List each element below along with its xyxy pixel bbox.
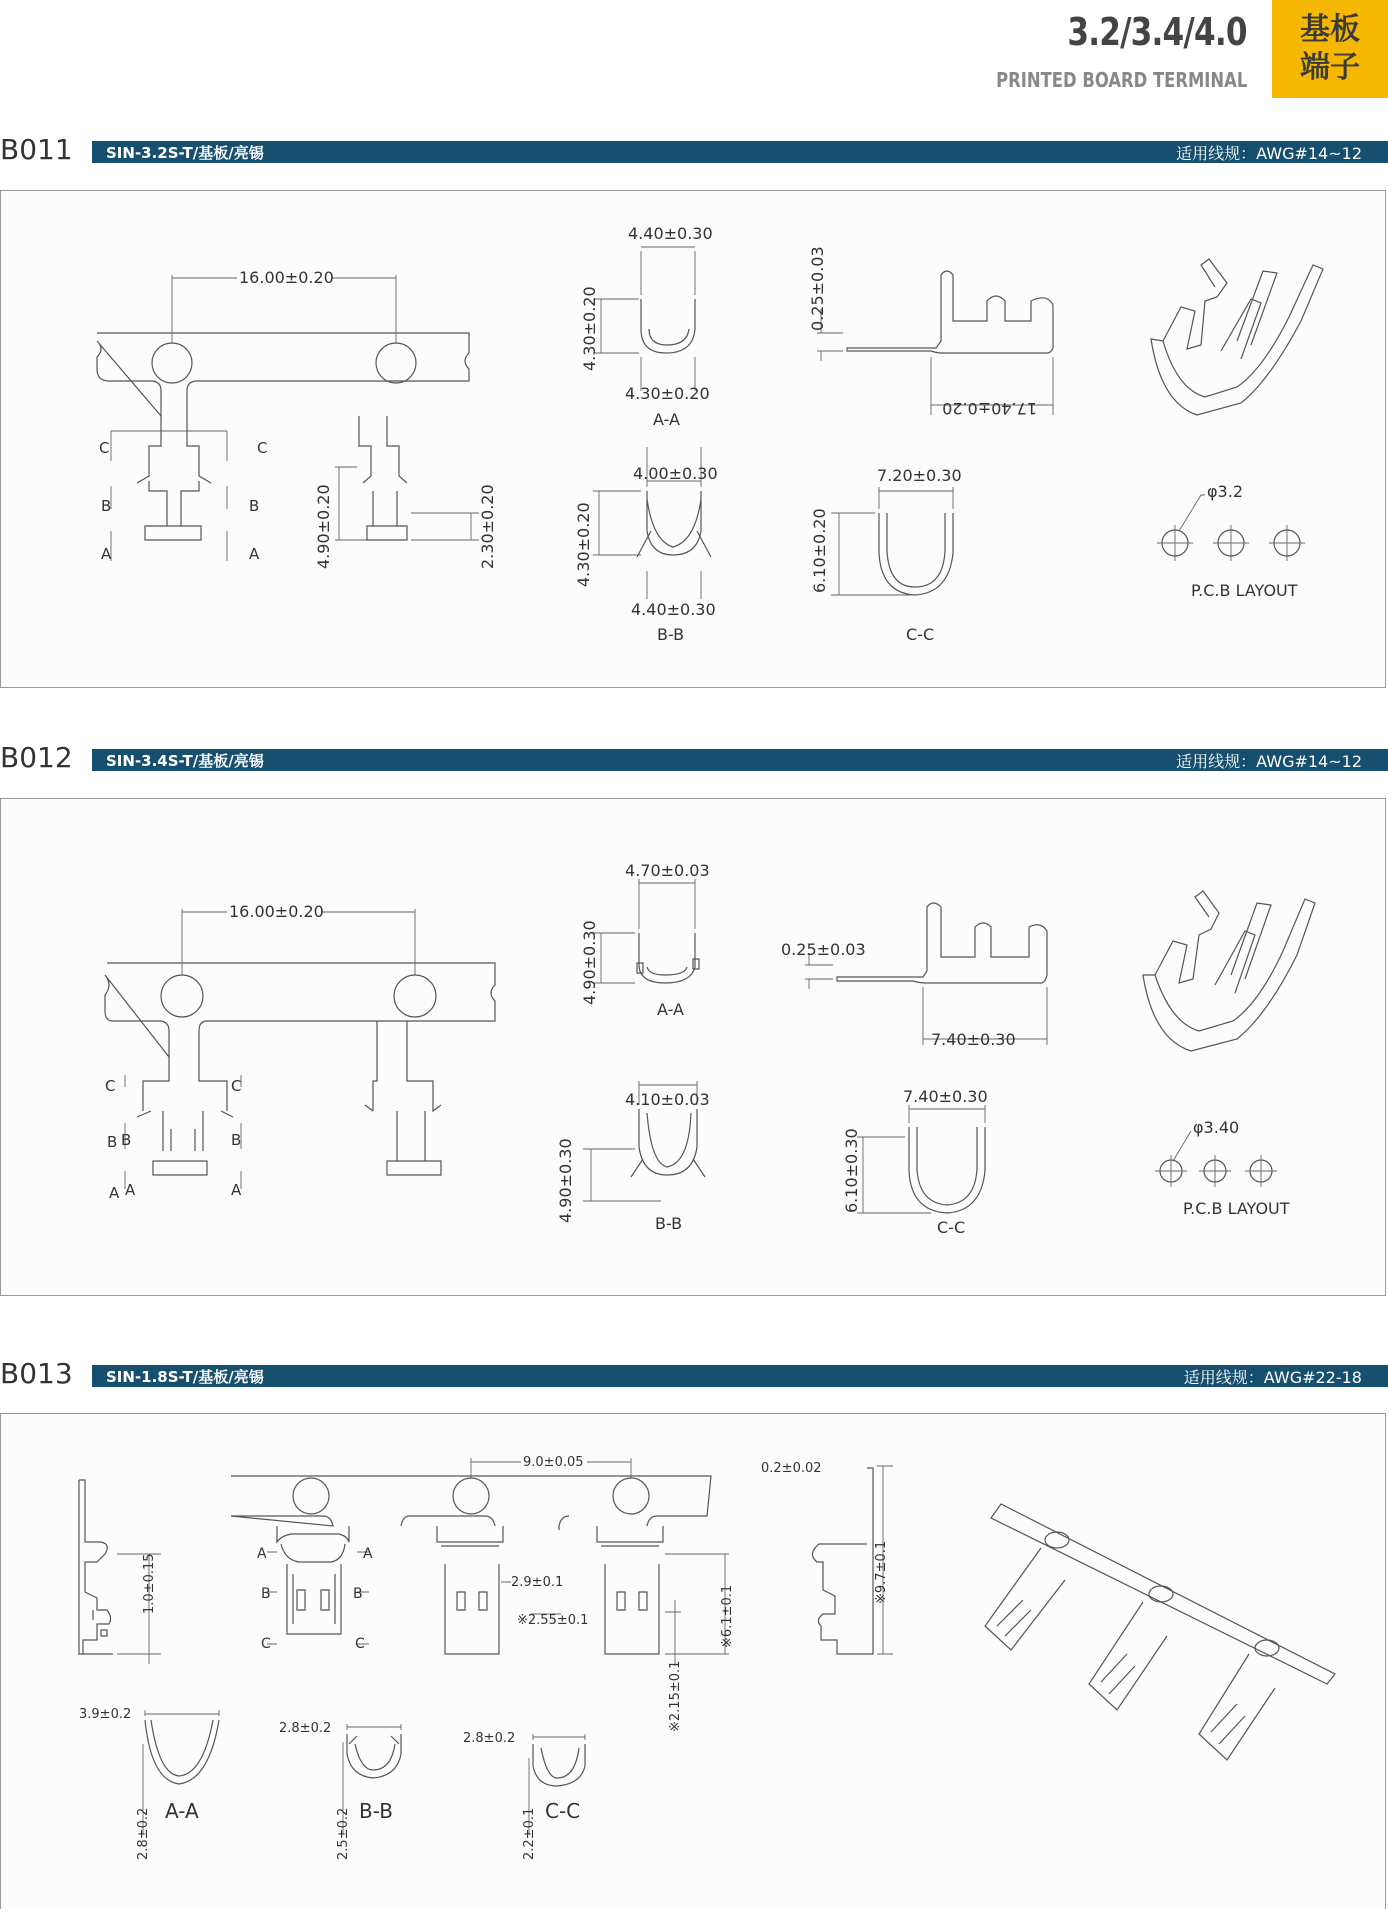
dim-bb-height: 4.30±0.20	[574, 502, 593, 587]
dim-width-2: ※2.55±0.1	[517, 1613, 589, 1628]
dim-length: 17.40±0.20	[942, 399, 1037, 418]
terminal-3d-view	[985, 1504, 1335, 1760]
dim-thickness: 0.25±0.03	[781, 940, 866, 959]
section-label-b-left: B	[107, 1133, 118, 1151]
terminal-3d-view	[1143, 891, 1315, 1051]
dim-pitch: 16.00±0.20	[229, 902, 324, 921]
dim-cc-top: 2.8±0.2	[463, 1731, 516, 1746]
label-cc: C-C	[545, 1799, 581, 1823]
pcb-layout-drawing	[1157, 495, 1305, 561]
dim-cc-top: 7.40±0.30	[903, 1087, 988, 1106]
label-cc: C-C	[937, 1218, 966, 1237]
section-label-c-left: C	[105, 1077, 116, 1095]
label-bb: B-B	[655, 1214, 683, 1233]
drawing-panel-b013	[0, 1413, 1386, 1909]
drawing-panel-b012	[0, 798, 1386, 1296]
dim-height-1: 4.90±0.20	[314, 484, 333, 569]
label-aa: A-A	[657, 1000, 684, 1019]
pcb-hole-diameter: φ3.2	[1207, 482, 1243, 501]
technical-drawing	[1, 191, 1387, 689]
dim-height-61: ※6.1±0.1	[720, 1584, 735, 1648]
dim-aa-height: 4.90±0.30	[580, 920, 599, 1005]
badge-line-1: 基板	[1300, 12, 1360, 47]
label-cc: C-C	[906, 625, 935, 644]
wire-gauge: 适用线规：AWG#14~12	[1176, 143, 1362, 163]
badge-line-2: 端子	[1300, 50, 1360, 85]
section-label-b-right: B	[249, 497, 260, 515]
dim-bb-height: 2.5±0.2	[336, 1807, 351, 1860]
dim-side-height: 1.0±0.15	[142, 1553, 157, 1614]
dim-height-2: 2.30±0.20	[478, 484, 497, 569]
carrier-strip-drawing	[97, 333, 469, 561]
part-number: SIN-3.4S-T/基板/亮锡	[106, 751, 264, 770]
section-band	[92, 1365, 1388, 1387]
dim-cc-height: 6.10±0.20	[810, 508, 829, 593]
category-badge	[1272, 0, 1388, 98]
section-code: B011	[0, 133, 73, 166]
dim-pitch: 9.0±0.05	[523, 1455, 584, 1470]
dim-aa-height: 4.30±0.20	[580, 286, 599, 371]
section-code: B013	[0, 1357, 73, 1390]
dim-bb-height: 4.90±0.30	[556, 1138, 575, 1223]
dim-bb-bottom: 4.40±0.30	[631, 600, 716, 619]
section-label-b-left: B	[261, 1586, 271, 1602]
carrier-strip-drawing	[231, 1458, 729, 1666]
dim-aa-top: 3.9±0.2	[79, 1707, 132, 1722]
section-label-a-right: A	[231, 1181, 242, 1199]
section-label-b-left: B	[101, 497, 112, 515]
dim-cc-height: 2.2±0.1	[522, 1807, 537, 1860]
dim-aa-bottom: 4.30±0.20	[625, 384, 710, 403]
dim-aa-top: 4.70±0.03	[625, 861, 710, 880]
section-label-a-right: A	[249, 545, 260, 563]
section-band	[92, 141, 1388, 163]
wire-gauge: 适用线规：AWG#14~12	[1176, 751, 1362, 771]
dim-height-215: ※2.15±0.1	[668, 1660, 683, 1732]
section-label-b-right: B	[353, 1586, 363, 1602]
section-label-a-right: A	[363, 1546, 373, 1562]
section-label-a-left: A	[257, 1546, 267, 1562]
label-bb: B-B	[657, 625, 685, 644]
carrier-strip-drawing	[105, 963, 495, 1189]
section-label-c-left: C	[99, 439, 110, 457]
dim-height-97: ※9.7±0.1	[874, 1540, 889, 1604]
pcb-hole-diameter: φ3.40	[1193, 1118, 1240, 1137]
section-code: B012	[0, 741, 73, 774]
pcb-layout-drawing	[1155, 1131, 1277, 1187]
dim-cc-top: 7.20±0.30	[877, 466, 962, 485]
page-subtitle: PRINTED BOARD TERMINAL	[995, 68, 1247, 92]
drawing-panel-b011	[0, 190, 1386, 688]
technical-drawing	[1, 1414, 1387, 1910]
section-label-b-left-2: B	[121, 1131, 132, 1149]
dim-pitch: 16.00±0.20	[239, 268, 334, 287]
section-label-c-right: C	[231, 1077, 242, 1095]
section-label-a-left-2: A	[125, 1181, 136, 1199]
section-band	[92, 749, 1388, 771]
label-bb: B-B	[359, 1799, 393, 1823]
technical-drawing	[1, 799, 1387, 1297]
dim-length: 7.40±0.30	[931, 1030, 1016, 1049]
dim-thickness: 0.25±0.03	[808, 246, 827, 331]
terminal-3d-view	[1151, 259, 1323, 415]
dim-cc-height: 6.10±0.30	[842, 1128, 861, 1213]
section-label-c-right: C	[257, 439, 268, 457]
pcb-layout-label: P.C.B LAYOUT	[1191, 581, 1298, 600]
part-number: SIN-3.2S-T/基板/亮锡	[106, 143, 264, 162]
dim-aa-top: 4.40±0.30	[628, 224, 713, 243]
section-label-b-right: B	[231, 1131, 242, 1149]
section-label-c-right: C	[355, 1636, 365, 1652]
page-title: 3.2/3.4/4.0	[1067, 10, 1247, 54]
dim-aa-height: 2.8±0.2	[136, 1807, 151, 1860]
section-label-a-left: A	[109, 1184, 120, 1202]
wire-gauge: 适用线规：AWG#22-18	[1183, 1367, 1362, 1387]
pcb-layout-label: P.C.B LAYOUT	[1183, 1199, 1290, 1218]
label-aa: A-A	[653, 410, 680, 429]
dim-width-1: 2.9±0.1	[511, 1575, 564, 1590]
dim-bb-top: 2.8±0.2	[279, 1721, 332, 1736]
dim-bb-top: 4.10±0.03	[625, 1090, 710, 1109]
section-label-c-left: C	[261, 1636, 271, 1652]
dim-thickness: 0.2±0.02	[761, 1461, 822, 1476]
section-label-a-left: A	[101, 545, 112, 563]
label-aa: A-A	[165, 1799, 199, 1823]
dim-bb-top: 4.00±0.30	[633, 464, 718, 483]
part-number: SIN-1.8S-T/基板/亮锡	[106, 1367, 264, 1386]
